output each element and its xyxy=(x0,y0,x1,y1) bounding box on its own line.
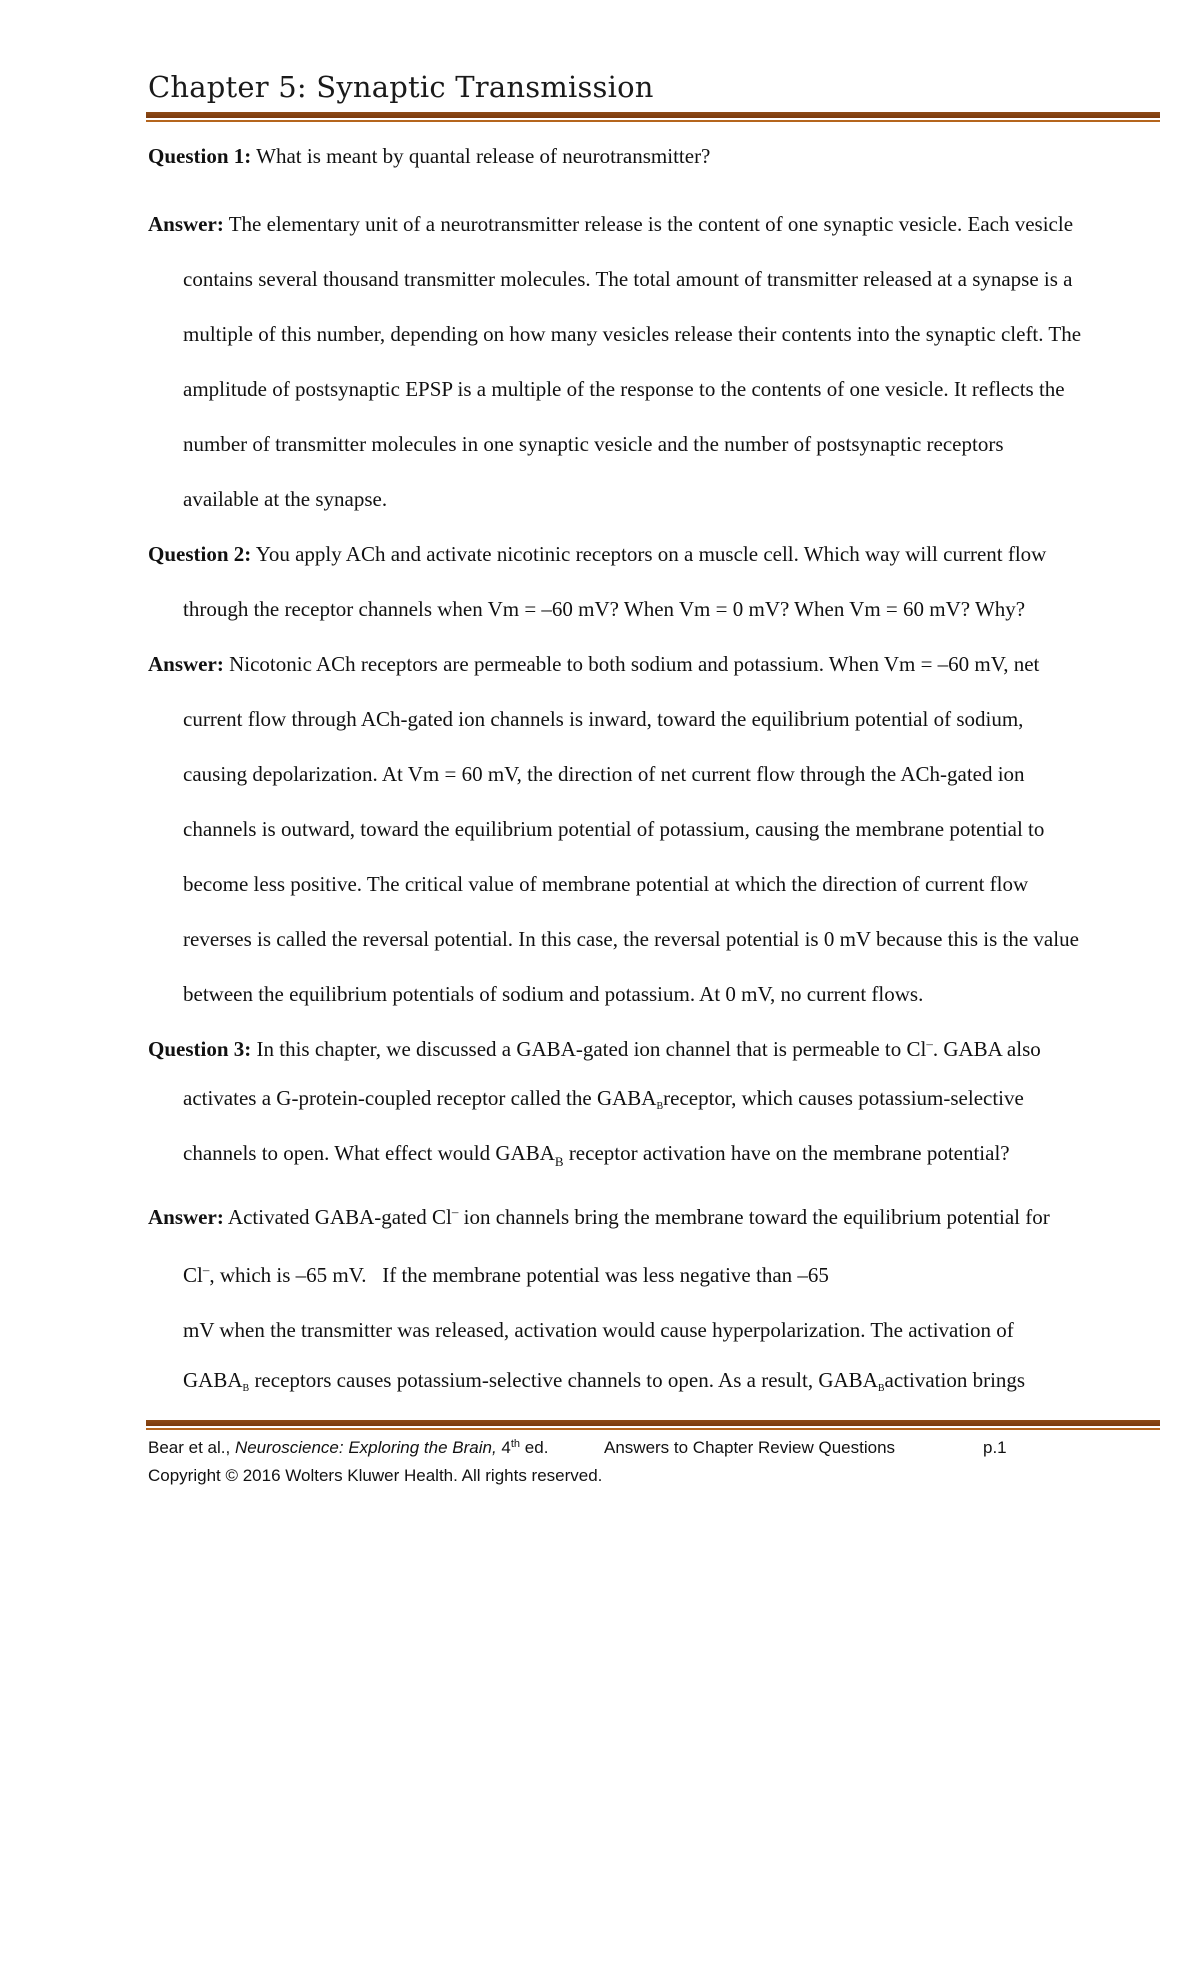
answer-3-line-4-c: activation brings xyxy=(884,1368,1026,1392)
answer-1-line-2: contains several thousand transmitter molecules. The total amount of transmitter released at a synapse is a xyxy=(183,267,1073,291)
answer-2-line-1 xyxy=(148,652,1039,677)
question-3-text-end: . GABA also xyxy=(932,1037,1041,1061)
question-3-text: In this chapter, we discussed a GABA-gated ion channel that is permeable to Cl xyxy=(256,1037,927,1061)
answer-2-line-3: causing depolarization. At Vm = 60 mV, the direction of net current flow through the ACh-gated ion xyxy=(183,762,1025,786)
answer-3-line-3: mV when the transmitter was released, activation would cause hyperpolarization. The activation of xyxy=(183,1318,1014,1342)
question-3-line-3-b: receptor activation have on the membrane potential? xyxy=(563,1141,1010,1165)
question-3-line-2 xyxy=(183,1086,1024,1112)
answer-2-line-7: between the equilibrium potentials of sodium and potassium. At 0 mV, no current flows. xyxy=(183,982,924,1006)
superscript: – xyxy=(451,1204,459,1219)
footer-page-number: p.1 xyxy=(983,1438,1007,1457)
header-rule xyxy=(146,112,1160,122)
question-1-label: Question 1: xyxy=(148,144,252,168)
superscript: – xyxy=(202,1262,210,1277)
answer-2-line-2: current flow through ACh-gated ion channels is inward, toward the equilibrium potential of sodium, xyxy=(183,707,1024,731)
answer-2-line-6: reverses is called the reversal potential. In this case, the reversal potential is 0 mV because this is the value xyxy=(183,927,1079,951)
question-3-line-2-a: activates a G-protein-coupled receptor called the GABA xyxy=(183,1086,657,1110)
footer-edition-sup: th xyxy=(510,1438,521,1450)
footer-rule-thick xyxy=(146,1420,1160,1426)
subscript: B xyxy=(242,1383,250,1394)
answer-3-label: Answer: xyxy=(148,1205,224,1229)
answer-3-line-1-b: ion channels bring the membrane toward the equilibrium potential for xyxy=(458,1205,1050,1229)
answer-1-line-6: available at the synapse. xyxy=(183,487,388,511)
answer-2-label: Answer: xyxy=(148,652,224,676)
answer-3-line-2-b: , which is –65 mV. If the membrane potential was less negative than –65 xyxy=(209,1263,829,1287)
question-1 xyxy=(148,144,710,169)
answer-1-line-5: number of transmitter molecules in one synaptic vesicle and the number of postsynaptic receptors xyxy=(183,432,1004,456)
footer-authors: Bear et al., xyxy=(148,1438,235,1457)
answer-1-line-3: multiple of this number, depending on how many vesicles release their contents into the synaptic cleft. The xyxy=(183,322,1082,346)
answer-1-line-1 xyxy=(148,212,1073,237)
answer-3-line-1-a: Activated GABA-gated Cl xyxy=(227,1205,452,1229)
footer-copyright: Copyright © 2016 Wolters Kluwer Health. All rights reserved. xyxy=(148,1466,603,1485)
footer-book-title: Neuroscience: Exploring the Brain, xyxy=(234,1438,497,1457)
question-3-line-3 xyxy=(183,1141,1010,1170)
chapter-title: Chapter 5: Synaptic Transmission xyxy=(148,70,654,104)
question-1-text: What is meant by quantal release of neurotransmitter? xyxy=(256,144,711,168)
answer-2-line-4: channels is outward, toward the equilibrium potential of potassium, causing the membrane potential to xyxy=(183,817,1045,841)
answer-3-line-4 xyxy=(183,1368,1025,1394)
answer-2-text: Nicotonic ACh receptors are permeable to both sodium and potassium. When Vm = –60 mV, net xyxy=(229,652,1040,676)
footer-rule xyxy=(146,1420,1160,1430)
answer-1-label: Answer: xyxy=(148,212,224,236)
footer-rule-thin xyxy=(146,1428,1160,1430)
question-3-line-2-b: receptor, which causes potassium-selective xyxy=(663,1086,1024,1110)
answer-3-line-2-a: Cl xyxy=(183,1263,203,1287)
question-3-label: Question 3: xyxy=(148,1037,252,1061)
header-rule-thin xyxy=(146,120,1160,122)
footer-edition: 4 xyxy=(496,1438,511,1457)
question-2-text: You apply ACh and activate nicotinic receptors on a muscle cell. Which way will current flow xyxy=(255,542,1047,566)
answer-3-line-4-b: receptors causes potassium-selective channels to open. As a result, GABA xyxy=(249,1368,878,1392)
answer-1-line-4: amplitude of postsynaptic EPSP is a multiple of the response to the contents of one vesicle. It reflects the xyxy=(183,377,1065,401)
answer-2-line-5: become less positive. The critical value of membrane potential at which the direction of current flow xyxy=(183,872,1029,896)
subscript: B xyxy=(877,1383,885,1394)
footer-section: Answers to Chapter Review Questions xyxy=(604,1438,896,1457)
question-2-line-2: through the receptor channels when Vm = –60 mV? When Vm = 0 mV? When Vm = 60 mV? Why? xyxy=(183,597,1026,621)
footer-edition-end: ed. xyxy=(520,1438,549,1457)
question-2-label: Question 2: xyxy=(148,542,252,566)
subscript: B xyxy=(554,1154,564,1169)
header-rule-thick xyxy=(146,112,1160,118)
footer-citation xyxy=(148,1438,548,1458)
answer-3-line-2 xyxy=(183,1262,829,1288)
superscript: – xyxy=(926,1036,933,1051)
question-3-line-3-a: channels to open. What effect would GABA xyxy=(183,1141,555,1165)
answer-3-line-1 xyxy=(148,1204,1050,1230)
subscript: B xyxy=(656,1101,664,1112)
answer-1-text: The elementary unit of a neurotransmitter release is the content of one synaptic vesicle. Each vesicle xyxy=(228,212,1074,236)
answer-3-line-4-a: GABA xyxy=(183,1368,243,1392)
question-3-line-1 xyxy=(148,1036,1041,1062)
question-2-line-1 xyxy=(148,542,1046,567)
